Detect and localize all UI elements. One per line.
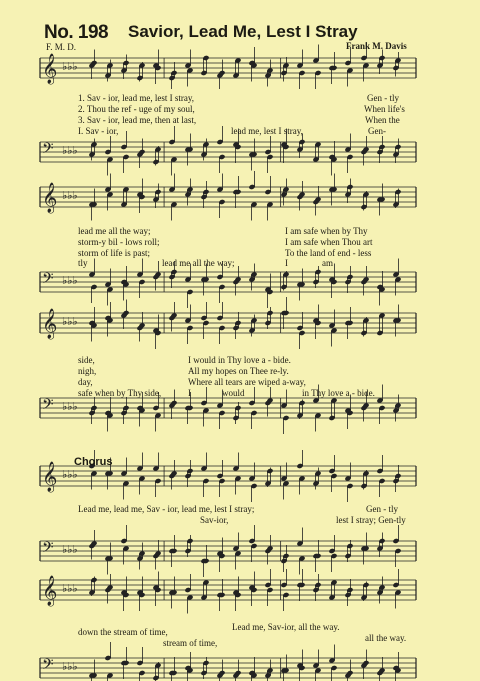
lyric-line: Sav-ior, <box>200 515 229 525</box>
lyric-line: 3. Sav - ior, lead me, then at last, <box>78 115 197 125</box>
key-signature-icon: ♭♭♭ <box>62 189 78 202</box>
lyric-line: side, <box>78 355 95 365</box>
key-signature-icon: ♭♭♭ <box>62 582 78 595</box>
lyric-line: lead me all the way; <box>78 226 151 236</box>
lyric-line: tly <box>78 258 88 268</box>
treble-clef-icon: 𝄞 <box>42 462 58 492</box>
lyric-line: stream of time, <box>163 638 218 648</box>
hymn-number: No. 198 <box>44 22 109 43</box>
bass-clef-icon: 𝄢 <box>42 539 54 560</box>
key-signature-icon: ♭♭♭ <box>62 400 78 413</box>
composer-credit: Frank M. Davis <box>346 41 407 51</box>
lyric-line: I would in Thy love a - bide. <box>188 355 291 365</box>
lyric-line: I <box>188 388 191 398</box>
bass-clef-icon: 𝄢 <box>42 270 54 291</box>
lyric-line: 1. Sav - ior, lead me, lest I stray, <box>78 93 195 103</box>
lyric-line: Lead me, lead me, Sav - ior, lead me, lest I stray; <box>78 504 255 514</box>
key-signature-icon: ♭♭♭ <box>62 660 78 673</box>
lyric-line: all the way. <box>365 633 407 643</box>
lyric-line: storm of life is past; <box>78 248 150 258</box>
lyricist-initials: F. M. D. <box>46 42 77 52</box>
key-signature-icon: ♭♭♭ <box>62 274 78 287</box>
lyric-line: in Thy love a - bide. <box>302 388 375 398</box>
bass-clef-icon: 𝄢 <box>42 656 54 677</box>
lyric-line: nigh, <box>78 366 97 376</box>
bass-clef-icon: 𝄢 <box>42 396 54 417</box>
lyric-line: When the <box>365 115 400 125</box>
lyric-line: Gen - tly <box>367 93 399 103</box>
lyric-line: would <box>222 388 245 398</box>
lyric-line: Lead me, Sav-ior, all the way. <box>232 622 340 632</box>
lyric-line: down the stream of time, <box>78 627 168 637</box>
chorus-label: Chorus <box>74 456 113 468</box>
lyric-line: Gen- <box>368 126 386 136</box>
treble-clef-icon: 𝄞 <box>42 183 58 213</box>
key-signature-icon: ♭♭♭ <box>62 60 78 73</box>
key-signature-icon: ♭♭♭ <box>62 315 78 328</box>
lyric-line: I am safe when by Thy <box>285 226 368 236</box>
lyric-line: I. Sav - ior, <box>78 126 119 136</box>
treble-clef-icon: 𝄞 <box>42 576 58 606</box>
treble-clef-icon: 𝄞 <box>42 54 58 84</box>
key-signature-icon: ♭♭♭ <box>62 468 78 481</box>
lyric-line: All my hopes on Thee re-ly. <box>188 366 289 376</box>
lyric-line: Where all tears are wiped a-way, <box>188 377 306 387</box>
lyric-line: storm-y bil - lows roll; <box>78 237 160 247</box>
lyric-line: day, <box>78 377 93 387</box>
hymn-title: Savior, Lead Me, Lest I Stray <box>128 22 358 41</box>
treble-clef-icon: 𝄞 <box>42 309 58 339</box>
lyric-line: am <box>322 258 333 268</box>
lyric-line: I <box>285 258 288 268</box>
lyric-line: I am safe when Thou art <box>285 237 373 247</box>
lyric-line: lest I stray; Gen-tly <box>336 515 406 525</box>
key-signature-icon: ♭♭♭ <box>62 543 78 556</box>
bass-clef-icon: 𝄢 <box>42 140 54 161</box>
key-signature-icon: ♭♭♭ <box>62 144 78 157</box>
lyric-line: 2. Thou the ref - uge of my soul, <box>78 104 195 114</box>
lyric-line: safe when by Thy side, <box>78 388 162 398</box>
lyric-line: When life's <box>364 104 405 114</box>
lyric-line: To the land of end - less <box>285 248 372 258</box>
lyric-line: Gen - tly <box>366 504 398 514</box>
lyric-line: lead me all the way; <box>162 258 235 268</box>
lyric-line: lead me, lest I stray, <box>231 126 303 136</box>
